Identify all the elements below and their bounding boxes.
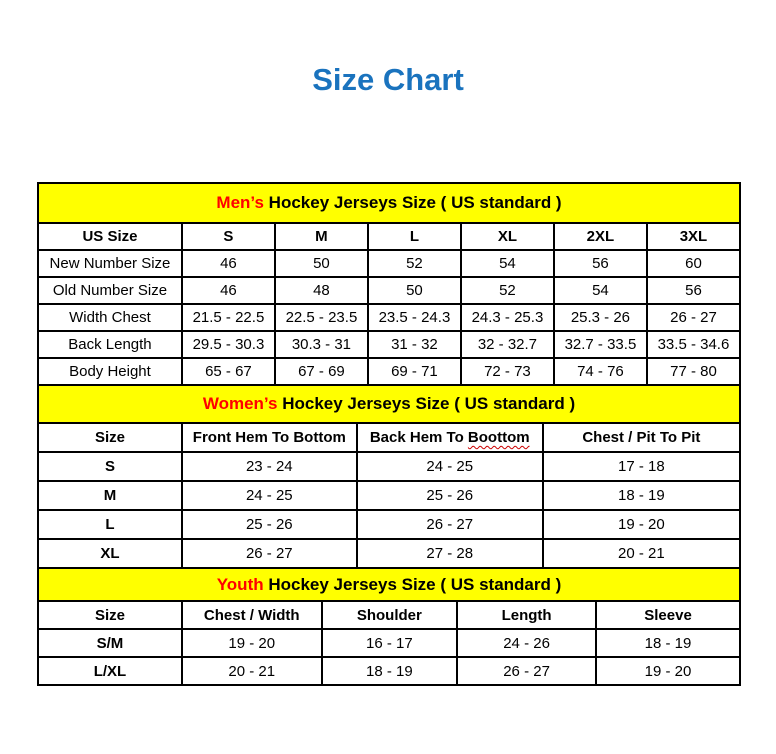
- mens-size-table: [37, 182, 741, 386]
- value-cell: 48: [275, 277, 368, 304]
- row-label: M: [38, 481, 182, 510]
- womens-column-header: Size: [38, 423, 182, 452]
- row-label: S: [38, 452, 182, 481]
- value-cell: 17 - 18: [543, 452, 740, 481]
- mens-column-header: L: [368, 223, 461, 250]
- value-cell: 19 - 20: [543, 510, 740, 539]
- youth-column-header: Shoulder: [322, 601, 457, 629]
- value-cell: 50: [275, 250, 368, 277]
- value-cell: 18 - 19: [322, 657, 457, 685]
- youth-column-header: Sleeve: [596, 601, 740, 629]
- value-cell: 21.5 - 22.5: [182, 304, 275, 331]
- value-cell: 74 - 76: [554, 358, 647, 385]
- value-cell: 24.3 - 25.3: [461, 304, 554, 331]
- value-cell: 56: [647, 277, 740, 304]
- youth-table-row: [38, 629, 740, 657]
- value-cell: 69 - 71: [368, 358, 461, 385]
- womens-table-row: [38, 510, 740, 539]
- value-cell: 52: [368, 250, 461, 277]
- womens-size-table: [37, 384, 741, 569]
- youth-section-title-rest: Hockey Jerseys Size ( US standard ): [263, 574, 562, 594]
- youth-section-title: [38, 568, 740, 601]
- value-cell: 18 - 19: [596, 629, 740, 657]
- row-label: L: [38, 510, 182, 539]
- value-cell: 72 - 73: [461, 358, 554, 385]
- womens-table-row: [38, 539, 740, 568]
- value-cell: 20 - 21: [182, 657, 322, 685]
- womens-column-header: Back Hem To Boottom: [357, 423, 543, 452]
- value-cell: 29.5 - 30.3: [182, 331, 275, 358]
- value-cell: 24 - 25: [357, 452, 543, 481]
- value-cell: 19 - 20: [596, 657, 740, 685]
- value-cell: 26 - 27: [457, 657, 596, 685]
- value-cell: 24 - 25: [182, 481, 357, 510]
- youth-table-row: [38, 657, 740, 685]
- spellcheck-underlined-word: Boottom: [467, 429, 530, 446]
- size-chart-tables: [37, 182, 741, 686]
- mens-column-header: US Size: [38, 223, 182, 250]
- value-cell: 26 - 27: [182, 539, 357, 568]
- row-label: XL: [38, 539, 182, 568]
- mens-table-row: [38, 277, 740, 304]
- row-label: New Number Size: [38, 250, 182, 277]
- mens-column-header: S: [182, 223, 275, 250]
- value-cell: 54: [554, 277, 647, 304]
- mens-table-row: [38, 358, 740, 385]
- youth-size-table: [37, 567, 741, 686]
- value-cell: 50: [368, 277, 461, 304]
- value-cell: 54: [461, 250, 554, 277]
- value-cell: 77 - 80: [647, 358, 740, 385]
- value-cell: 52: [461, 277, 554, 304]
- womens-table-row: [38, 481, 740, 510]
- value-cell: 56: [554, 250, 647, 277]
- value-cell: 46: [182, 277, 275, 304]
- womens-column-header: Front Hem To Bottom: [182, 423, 357, 452]
- value-cell: 60: [647, 250, 740, 277]
- value-cell: 24 - 26: [457, 629, 596, 657]
- mens-table-row: [38, 250, 740, 277]
- value-cell: 25.3 - 26: [554, 304, 647, 331]
- value-cell: 22.5 - 23.5: [275, 304, 368, 331]
- value-cell: 25 - 26: [182, 510, 357, 539]
- mens-column-header: M: [275, 223, 368, 250]
- value-cell: 31 - 32: [368, 331, 461, 358]
- value-cell: 19 - 20: [182, 629, 322, 657]
- value-cell: 16 - 17: [322, 629, 457, 657]
- value-cell: 46: [182, 250, 275, 277]
- youth-section-title-accent: Youth: [216, 574, 264, 594]
- womens-section-title-accent: Women’s: [202, 394, 278, 413]
- mens-section-title-rest: Hockey Jerseys Size ( US standard ): [263, 193, 562, 212]
- youth-column-header: Size: [38, 601, 182, 629]
- row-label: L/XL: [38, 657, 182, 685]
- mens-column-header: 3XL: [647, 223, 740, 250]
- mens-column-header: XL: [461, 223, 554, 250]
- value-cell: 18 - 19: [543, 481, 740, 510]
- value-cell: 20 - 21: [543, 539, 740, 568]
- value-cell: 32.7 - 33.5: [554, 331, 647, 358]
- row-label: Back Length: [38, 331, 182, 358]
- value-cell: 32 - 32.7: [461, 331, 554, 358]
- value-cell: 23 - 24: [182, 452, 357, 481]
- value-cell: 26 - 27: [647, 304, 740, 331]
- mens-section-title-accent: Men’s: [216, 193, 264, 212]
- youth-column-header: Chest / Width: [182, 601, 322, 629]
- row-label: S/M: [38, 629, 182, 657]
- row-label: Body Height: [38, 358, 182, 385]
- value-cell: 26 - 27: [357, 510, 543, 539]
- row-label: Width Chest: [38, 304, 182, 331]
- womens-section-title-rest: Hockey Jerseys Size ( US standard ): [277, 394, 576, 413]
- womens-column-header: Chest / Pit To Pit: [543, 423, 740, 452]
- value-cell: 23.5 - 24.3: [368, 304, 461, 331]
- value-cell: 33.5 - 34.6: [647, 331, 740, 358]
- youth-column-header: Length: [457, 601, 596, 629]
- mens-column-header: 2XL: [554, 223, 647, 250]
- womens-section-title: [38, 385, 740, 423]
- row-label: Old Number Size: [38, 277, 182, 304]
- value-cell: 67 - 69: [275, 358, 368, 385]
- value-cell: 25 - 26: [357, 481, 543, 510]
- womens-table-row: [38, 452, 740, 481]
- mens-section-title: [38, 183, 740, 223]
- page-title: Size Chart: [312, 62, 464, 97]
- mens-table-row: [38, 304, 740, 331]
- value-cell: 65 - 67: [182, 358, 275, 385]
- value-cell: 30.3 - 31: [275, 331, 368, 358]
- value-cell: 27 - 28: [357, 539, 543, 568]
- mens-table-row: [38, 331, 740, 358]
